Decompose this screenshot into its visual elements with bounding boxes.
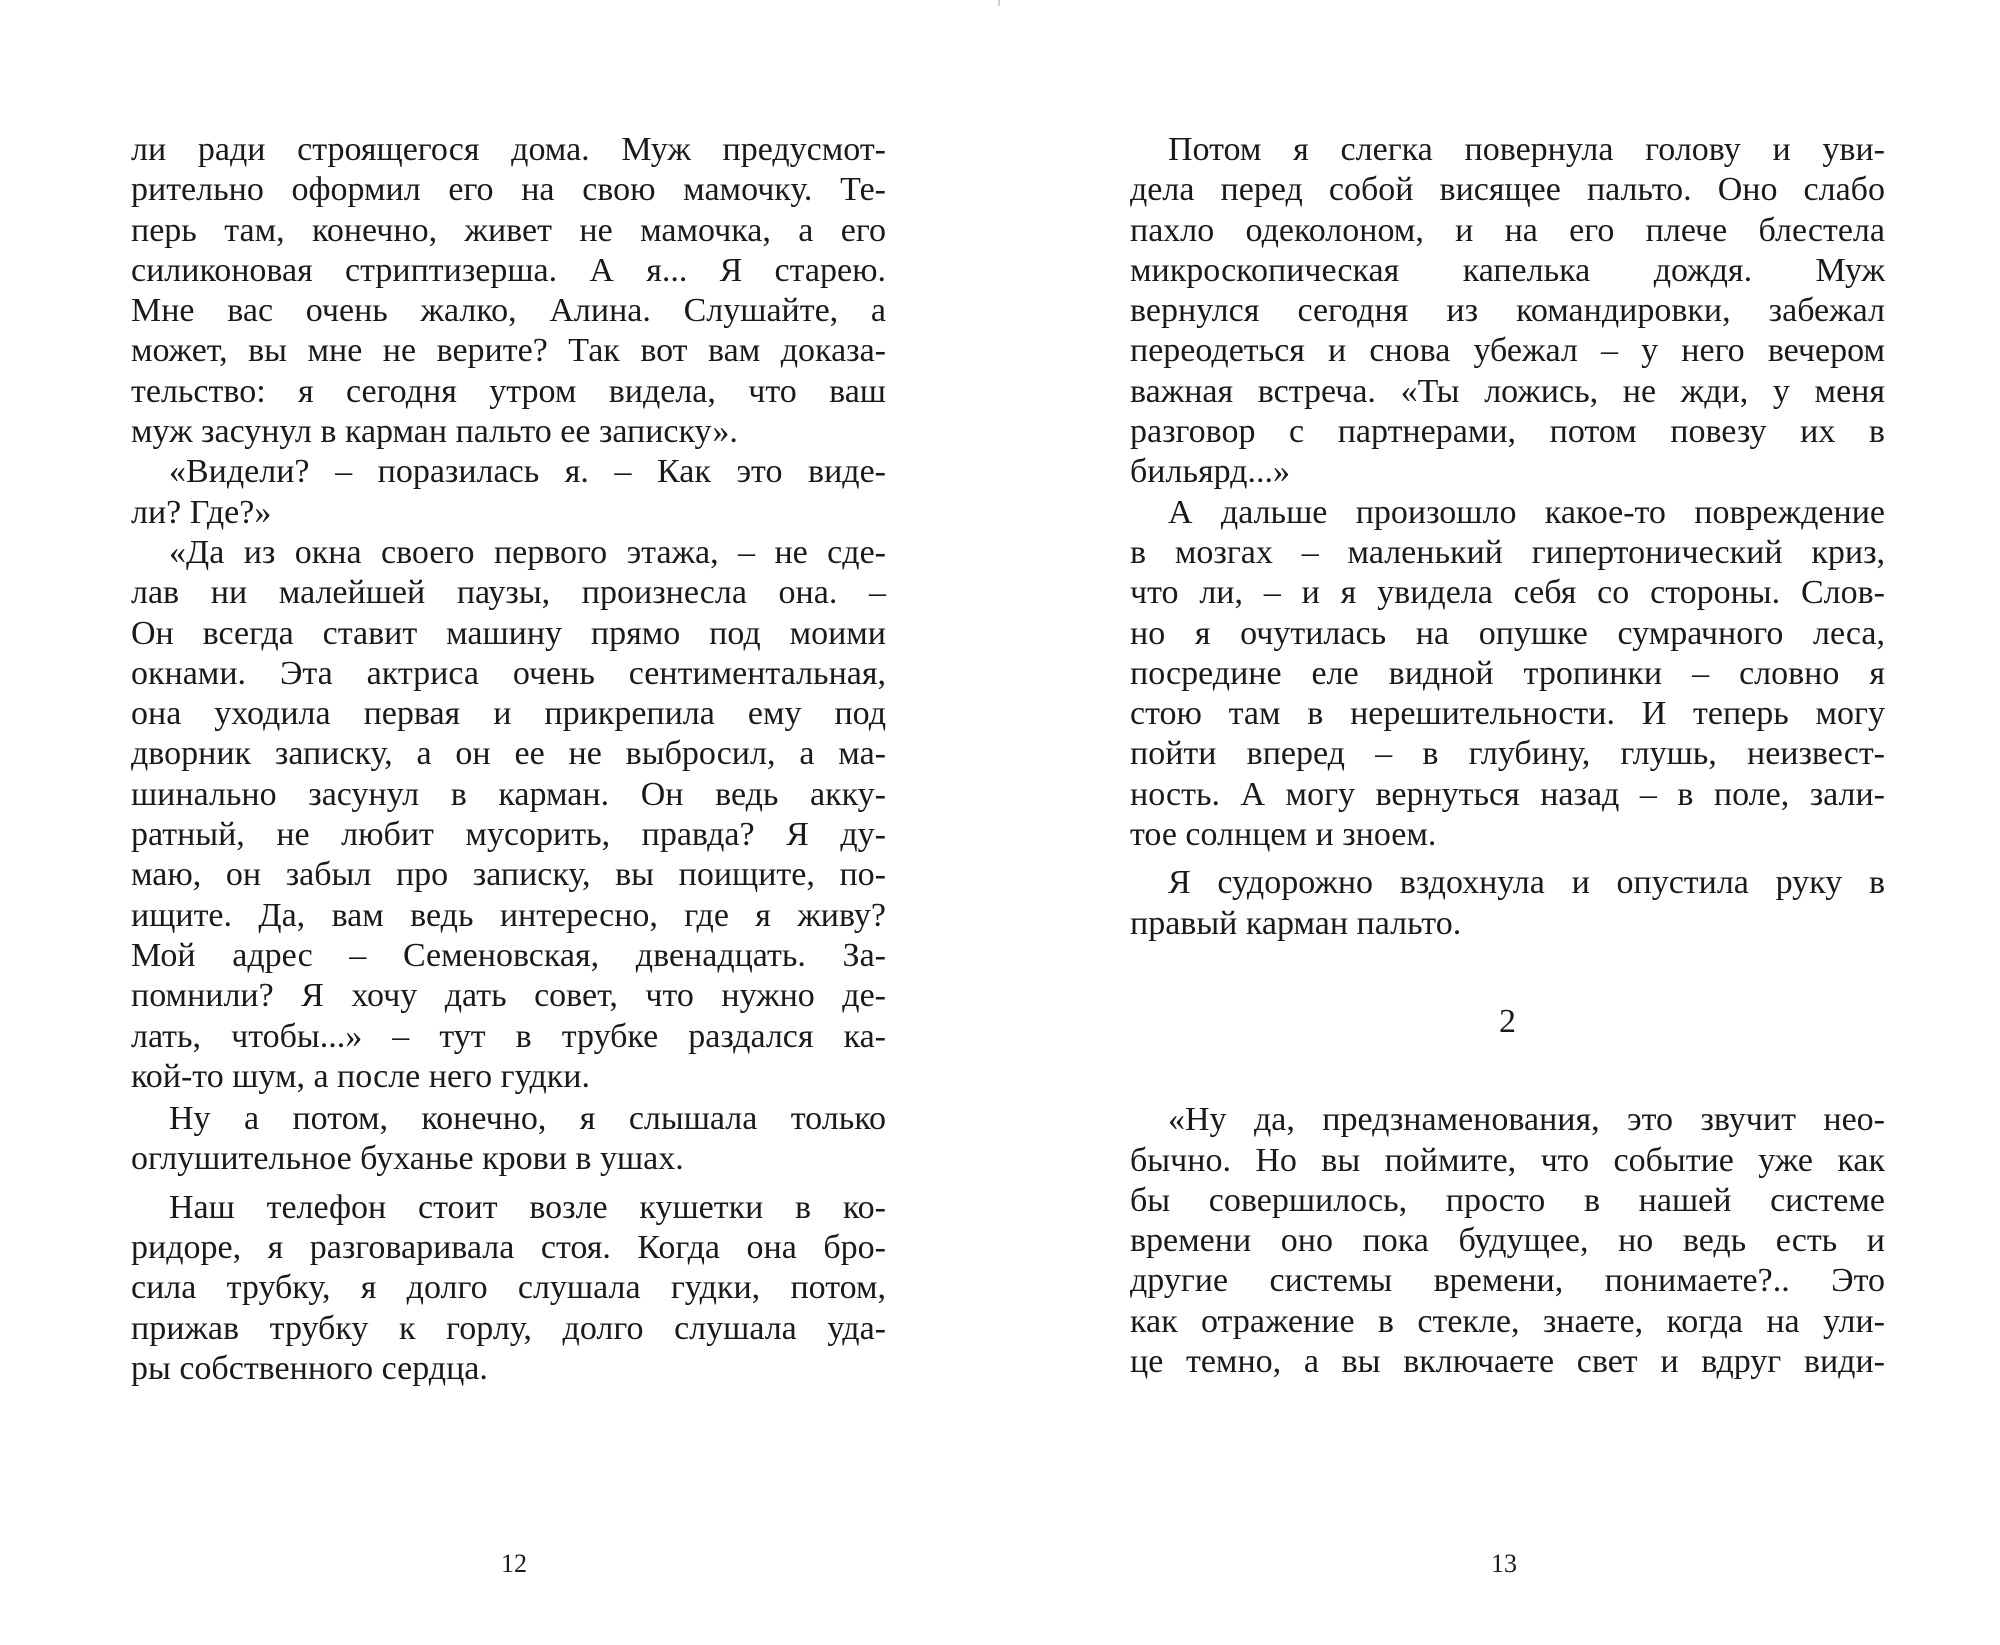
text-line: ли ради строящегося дома. Муж предусмот- [131, 131, 886, 168]
text-line: тельство: я сегодня утром видела, что ваш [131, 372, 886, 410]
text-line: в мозгах – маленький гипертонический криз, [1130, 533, 1885, 571]
text-line: посредине еле видной тропинки – словно я [1130, 654, 1885, 692]
text-line: А дальше произошло какое-то повреждение [1168, 493, 1885, 531]
text-line: Мне вас очень жалко, Алина. Слушайте, а [131, 292, 886, 330]
text-line: «Да из окна своего первого этажа, – не сде- [169, 533, 886, 571]
right-page-text [1130, 130, 1885, 1382]
text-line: но я очутилась на опушке сумрачного леса, [1130, 614, 1885, 652]
text-line: «Ну да, предзнаменования, это звучит нео- [1168, 1101, 1885, 1139]
text-line: шинально засунул в карман. Он ведь акку- [131, 775, 886, 813]
page-number: 13 [1491, 1549, 1517, 1578]
text-line: важная встреча. «Ты ложись, не жди, у меня [1130, 372, 1885, 410]
text-line: ры собственного сердца. [131, 1349, 488, 1387]
text-line: пахло одеколоном, и на его плече блестела [1130, 211, 1885, 249]
text-line: переодеться и снова убежал – у него вечером [1130, 332, 1885, 370]
text-line: тое солнцем и зноем. [1130, 816, 1437, 854]
text-line: окнами. Эта актриса очень сентиментальная, [131, 654, 886, 692]
text-line: дворник записку, а он ее не выбросил, а ма- [131, 735, 886, 773]
text-line: оглушительное буханье крови в ушах. [131, 1140, 684, 1178]
text-line: перь там, конечно, живет не мамочка, а его [131, 211, 886, 249]
text-line: ридоре, я разговаривала стоя. Когда она бро- [131, 1229, 886, 1267]
left-page-text [131, 130, 886, 1389]
text-line: ищите. Да, вам ведь интересно, где я живу? [131, 896, 886, 934]
text-line: Потом я слегка повернула голову и уви- [1168, 131, 1885, 168]
text-line: бычно. Но вы поймите, что событие уже как [1130, 1141, 1885, 1179]
chapter-number: 2 [1499, 1002, 1516, 1040]
text-line: «Видели? – поразилась я. – Как это виде- [169, 453, 886, 491]
text-line: стою там в нерешительности. И теперь могу [1130, 695, 1885, 733]
text-line: Он всегда ставит машину прямо под моими [131, 614, 886, 652]
text-line: она уходила первая и прикрепила ему под [131, 695, 886, 733]
text-line: вернулся сегодня из командировки, забежал [1130, 292, 1885, 330]
text-line: дела перед собой висящее пальто. Оно слабо [1130, 171, 1885, 209]
text-line: сила трубку, я долго слушала гудки, потом, [131, 1269, 886, 1307]
page-number: 12 [501, 1549, 527, 1578]
text-line: микроскопическая капелька дождя. Муж [1130, 251, 1885, 289]
text-line: правый карман пальто. [1130, 904, 1462, 942]
text-line: бильярд...» [1130, 453, 1290, 491]
text-line: ратный, не любит мусорить, правда? Я ду- [131, 816, 886, 854]
text-line: прижав трубку к горлу, долго слушала уда- [131, 1309, 886, 1347]
text-line: лав ни малейшей паузы, произнесла она. – [131, 574, 886, 612]
text-line: Я судорожно вздохнула и опустила руку в [1168, 864, 1885, 902]
text-line: другие системы времени, понимаете?.. Это [1130, 1262, 1885, 1300]
text-line: це темно, а вы включаете свет и вдруг види- [1130, 1343, 1885, 1381]
text-line: ность. А могу вернуться назад – в поле, зали- [1130, 775, 1885, 813]
text-line: помнили? Я хочу дать совет, что нужно де- [131, 977, 886, 1015]
text-line: разговор с партнерами, потом повезу их в [1130, 413, 1885, 451]
text-line: маю, он забыл про записку, вы поищите, по- [131, 856, 886, 894]
text-line: силиконовая стриптизерша. А я... Я старею. [131, 251, 886, 289]
text-line: Мой адрес – Семеновская, двенадцать. За- [131, 936, 886, 974]
text-line: что ли, – и я увидела себя со стороны. Слов- [1130, 574, 1885, 612]
text-line: пойти вперед – в глубину, глушь, неизвест- [1130, 735, 1885, 773]
text-line: бы совершилось, просто в нашей системе [1130, 1181, 1885, 1219]
text-line: ли? Где?» [131, 493, 272, 531]
text-line: как отражение в стекле, знаете, когда на ули- [1130, 1302, 1885, 1340]
text-line: Наш телефон стоит возле кушетки в ко- [169, 1188, 886, 1226]
text-line: Ну а потом, конечно, я слышала только [169, 1100, 886, 1138]
text-line: может, вы мне не верите? Так вот вам доказа- [131, 332, 886, 370]
text-line: кой-то шум, а после него гудки. [131, 1057, 590, 1095]
text-line: лать, чтобы...» – тут в трубке раздался ка- [131, 1017, 886, 1055]
text-line: рительно оформил его на свою мамочку. Те- [131, 171, 886, 209]
text-line: времени оно пока будущее, но ведь есть и [1130, 1222, 1885, 1260]
text-line: муж засунул в карман пальто ее записку». [131, 413, 738, 451]
